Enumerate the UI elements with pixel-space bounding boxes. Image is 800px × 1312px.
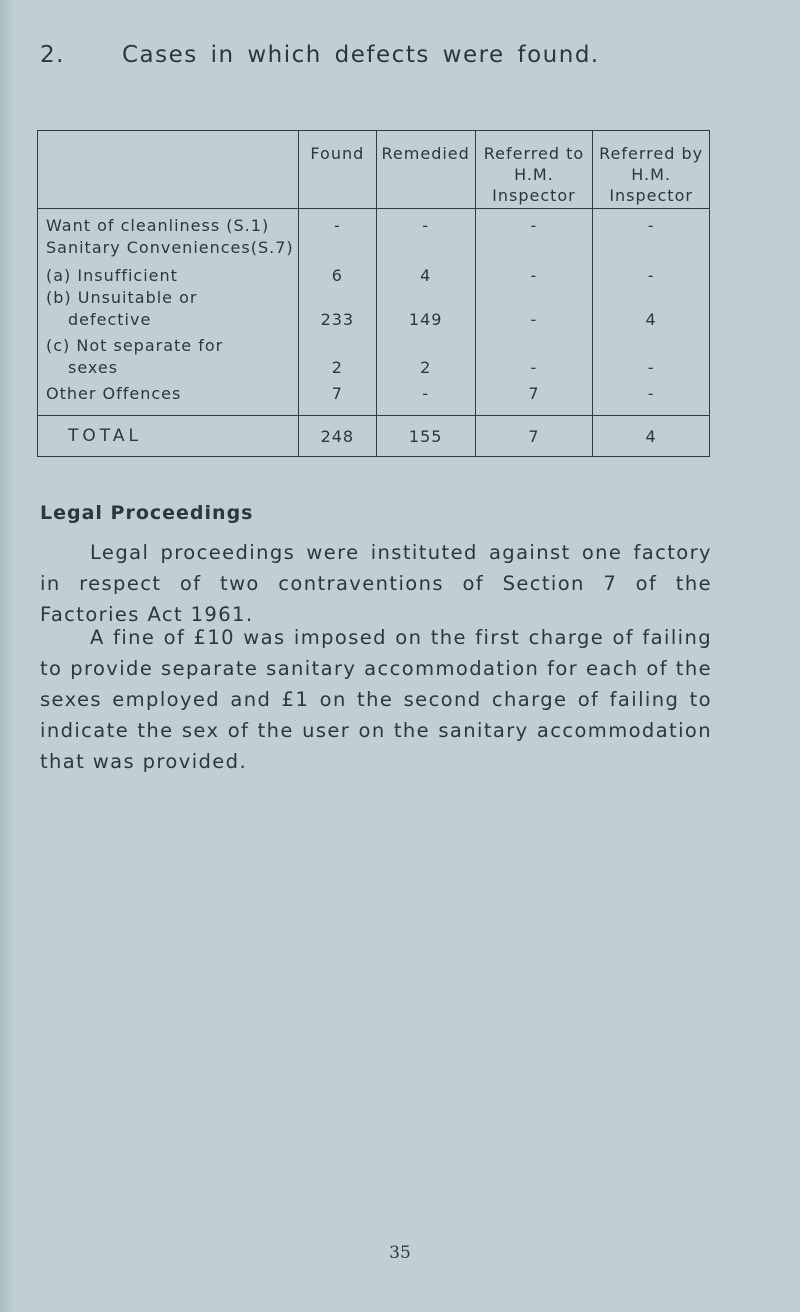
defects-table	[37, 130, 710, 457]
found-value	[299, 237, 376, 259]
referred-by-value	[593, 335, 709, 357]
referred-by-value: 4	[645, 310, 657, 329]
referred-by-value	[593, 237, 709, 259]
header-referred-to: Referred to H.M. Inspector	[475, 131, 593, 209]
header-referred-by: Referred by H.M. Inspector	[593, 131, 710, 209]
remedied-value	[377, 335, 475, 357]
remedied-value: 149	[408, 310, 443, 329]
remedied-values-cell	[376, 209, 475, 416]
header-blank	[38, 131, 299, 209]
legal-paragraph-1: Legal proceedings were instituted against one factory in respect of two contraventions of Section 7 of the Factories Act 1961.	[40, 541, 712, 626]
section-heading	[40, 42, 600, 68]
page-number: 35	[389, 1243, 411, 1263]
referred-by-values-cell	[593, 209, 710, 416]
remedied-value	[377, 287, 475, 309]
header-remedied: Remedied	[376, 131, 475, 209]
row-label-not-separate: (c) Not separate for	[46, 336, 224, 355]
found-value: -	[333, 216, 341, 235]
header-found: Found	[298, 131, 376, 209]
row-label-other-offences: Other Offences	[46, 384, 182, 403]
total-referred-to: 7	[475, 416, 593, 457]
remedied-value: -	[422, 384, 430, 403]
legal-paragraph-2: A fine of £10 was imposed on the first charge of failing to provide separate sanitary accommodation for each of the sexes employed and £1 on the second charge of failing to indicate the sex of the user on the sanitary accommodation that was provided.	[40, 626, 712, 773]
row-label-sexes: sexes	[68, 358, 119, 377]
referred-to-value: -	[530, 358, 538, 377]
referred-to-value	[476, 237, 593, 259]
row-label-unsuitable: (b) Unsuitable or	[46, 288, 198, 307]
row-label-defective: defective	[68, 310, 152, 329]
found-value	[299, 335, 376, 357]
total-label: TOTAL	[38, 416, 299, 457]
found-value: 6	[331, 266, 343, 285]
table-header-row	[38, 131, 710, 209]
table-body-row	[38, 209, 710, 416]
legal-proceedings-heading: Legal Proceedings	[40, 502, 254, 524]
found-value: 7	[331, 384, 343, 403]
referred-to-value: -	[530, 310, 538, 329]
referred-to-value: -	[530, 266, 538, 285]
referred-to-value	[476, 287, 593, 309]
referred-to-values-cell	[475, 209, 593, 416]
total-remedied: 155	[376, 416, 475, 457]
referred-to-value: 7	[528, 384, 540, 403]
found-value: 2	[331, 358, 343, 377]
referred-by-value: -	[647, 216, 655, 235]
referred-by-value	[593, 287, 709, 309]
referred-by-value: -	[647, 266, 655, 285]
referred-by-value: -	[647, 384, 655, 403]
remedied-value	[377, 237, 475, 259]
remedied-value: -	[422, 216, 430, 235]
referred-by-value: -	[647, 358, 655, 377]
row-labels-cell	[38, 209, 299, 416]
section-title: Cases in which defects were found.	[122, 42, 600, 68]
referred-to-value	[476, 335, 593, 357]
found-value	[299, 287, 376, 309]
referred-to-value: -	[530, 216, 538, 235]
remedied-value: 4	[420, 266, 432, 285]
row-label-sanitary: Sanitary Conveniences(S.7)	[46, 238, 294, 257]
section-number: 2.	[40, 42, 65, 68]
total-found: 248	[298, 416, 376, 457]
row-label-cleanliness: Want of cleanliness (S.1)	[46, 216, 270, 235]
found-value: 233	[320, 310, 355, 329]
row-label-insufficient: (a) Insufficient	[46, 266, 178, 285]
remedied-value: 2	[420, 358, 432, 377]
found-values-cell	[298, 209, 376, 416]
page-edge-shadow	[0, 0, 14, 1312]
total-row	[38, 416, 710, 457]
total-referred-by: 4	[593, 416, 710, 457]
